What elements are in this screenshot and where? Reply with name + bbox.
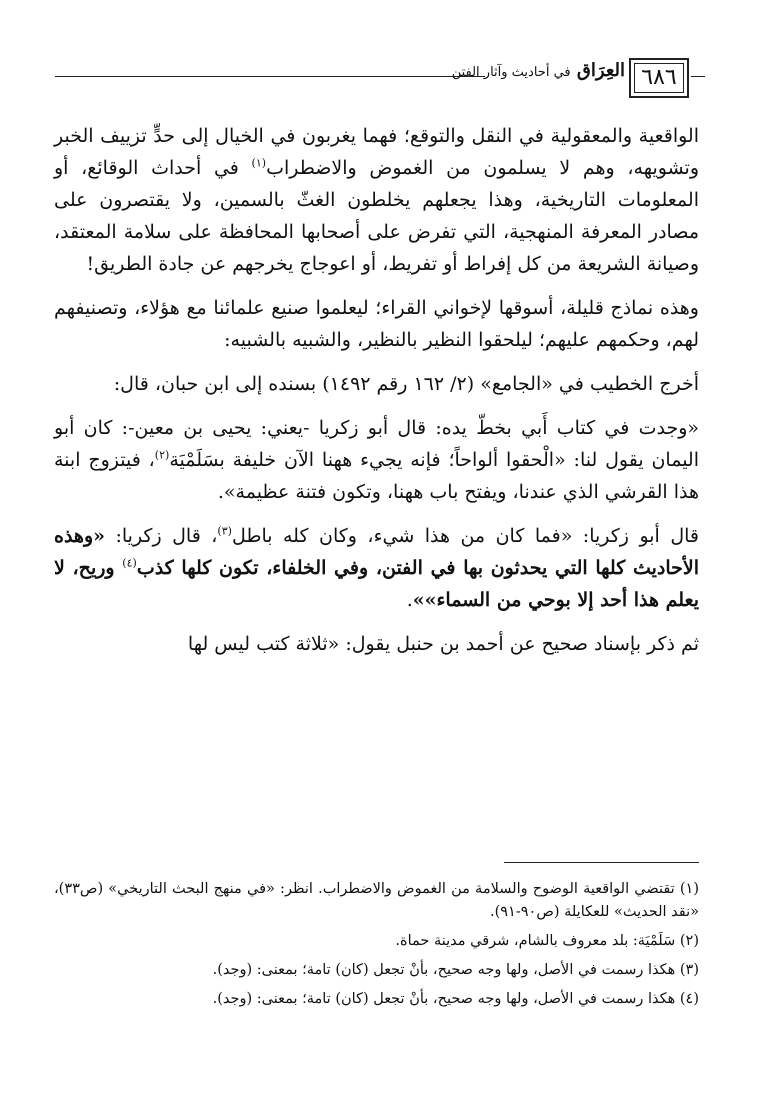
footnote-item: (٤) هكذا رسمت في الأصل، ولها وجه صحيح، بأنْ تجعل (كان) تامة؛ بمعنى: (وجد). <box>212 991 699 1007</box>
paragraph-text: قال أبو زكريا: «فما كان من هذا شيء، وكان كله باطل <box>231 525 699 547</box>
bold-quote: «وهذه الأحاديث كلها التي يحدثون بها في الفتن، وفي الخلفاء، تكون كلها كذب <box>54 525 700 579</box>
paragraph <box>54 120 699 280</box>
bold-quote: وريح، لا يعلم هذا أحد إلا بوحي من السماء»» <box>54 557 699 611</box>
paragraph-text: الواقعية والمعقولية في النقل والتوقع؛ فهما يغربون في الخيال إلى حدٍّ تزييف الخبر وتشويهه، وهم لا يسلمون من الغموض والاضطراب <box>54 125 699 179</box>
footnote-item: (٢) سَلَمْيَة: بلد معروف بالشام، شرقي مدينة حماة. <box>395 933 699 949</box>
paragraph-text: في أحداث الوقائع، أو المعلومات التاريخية، وهذا يجعلهم يخلطون الغثّ بالسمين، ولا يقتصرون على مصادر المعرفة المنهجية، التي تفرض على أصحابها المحافظة على سلامة المعتقد، وصيانة الشريعة من كل إفراط أو تفريط، أو اعوجاج يخرجهم عن جادة الطريق! <box>54 157 699 275</box>
paragraph <box>54 368 699 400</box>
footnotes <box>54 878 699 1017</box>
paragraph <box>54 628 699 660</box>
footnote-ref: (٣) <box>217 524 232 538</box>
paragraph-text: «وجدت في كتاب أَبي بخطّ يده: قال أبو زكريا -يعني: يحيى بن معين-: كان أبو اليمان يقول لنا: «الْحقوا ألواحاً؛ فإنه يجيء ههنا الآن خليفة بسَلَمْيَة <box>54 417 700 471</box>
footnote-ref: (٢) <box>154 448 170 462</box>
paragraph-text: ، قال زكريا: <box>105 525 218 547</box>
running-title-main: العِرَاق <box>576 60 625 81</box>
running-title-sub: في أحاديث وآثار الفتن <box>451 65 571 80</box>
footnote-divider <box>504 862 699 863</box>
header-rule-left <box>55 76 485 77</box>
paragraph-text: وهذه نماذج قليلة، أسوقها لإخواني القراء؛ ليعلموا صنيع علمائنا مع هؤلاء، وتصنيفهم لهم، وحكمهم عليهم؛ ليلحقوا النظير بالنظير، والشبيه بالشبيه: <box>54 297 699 351</box>
footnote-ref: (١) <box>251 156 267 170</box>
footnote-item: (١) تقتضي الواقعية الوضوح والسلامة من الغموض والاضطراب. انظر: «في منهج البحث التاريخي» (ص٣٣)، «نقد الحديث» للعكايلة (ص٩٠-٩١). <box>54 881 699 920</box>
header-rule-right <box>691 76 705 77</box>
paragraph-text: . <box>406 589 413 611</box>
paragraph-text: ، فيتزوج ابنة هذا القرشي الذي عندنا، ويفتح باب ههنا، وتكون فتنة عظيمة». <box>54 449 699 503</box>
paragraph-text: أخرج الخطيب في «الجامع» (٢/ ١٦٢ رقم ١٤٩٢) بسنده إلى ابن حبان، قال: <box>113 373 699 395</box>
paragraph <box>54 292 699 356</box>
page-number: ٦٨٦ <box>629 58 689 98</box>
paragraph <box>54 412 699 508</box>
body-text <box>54 120 699 672</box>
running-title <box>452 60 625 81</box>
footnote-item: (٣) هكذا رسمت في الأصل، ولها وجه صحيح، بأنْ تجعل (كان) تامة؛ بمعنى: (وجد). <box>212 962 699 978</box>
page-header <box>55 58 705 98</box>
paragraph-text: ثم ذكر بإسناد صحيح عن أحمد بن حنبل يقول: «ثلاثة كتب ليس لها <box>187 633 699 655</box>
paragraph <box>54 520 699 616</box>
footnote-ref: (٤) <box>122 556 137 570</box>
